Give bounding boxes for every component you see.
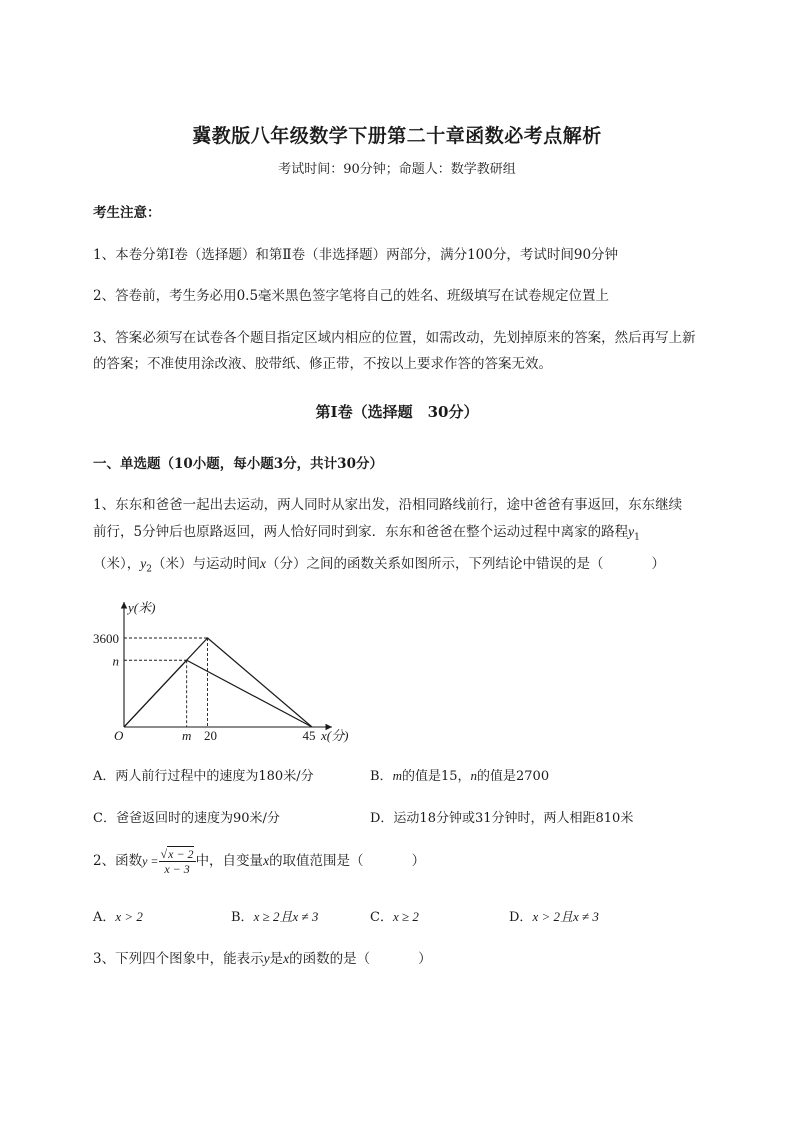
x-axis-label: x(分) <box>321 728 349 743</box>
q2-option-d[interactable]: D．x > 2且x ≠ 3 <box>509 909 599 925</box>
exam-subtitle: 考试时间：90分钟；命题人：数学教研组 <box>278 162 516 177</box>
page-title: 冀教版八年级数学下册第二十章函数必考点解析 <box>192 125 602 147</box>
q1-line-1: 1、东东和爸爸一起出去运动，两人同时从家出发，沿相同路线前行，途中爸爸有事返回，东东继续 <box>93 497 683 513</box>
q1-option-c[interactable]: C．爸爸返回时的速度为90米/分 <box>93 811 280 826</box>
q1-graph <box>93 594 370 746</box>
x-tick-m: m <box>181 728 192 743</box>
origin-label: O <box>114 728 124 743</box>
notice-item-3: 3、答案必须写在试卷各个题目指定区域内相应的位置，如需改动，先划掉原来的答案，然后再写上新 <box>93 330 696 346</box>
part-heading: 一、单选题（10小题，每小题3分，共计30分） <box>93 456 383 472</box>
q3-stem: 3、下列四个图象中，能表示y是x的函数的是（ ） <box>93 951 432 967</box>
notice-item-3-cont: 的答案；不准使用涂改液、胶带纸、修正带，不按以上要求作答的答案无效。 <box>93 356 552 372</box>
notice-heading: 考生注意： <box>93 205 161 221</box>
q2-option-a[interactable]: A．x > 2 <box>93 909 143 925</box>
y-tick-n: n <box>112 653 119 669</box>
q2-option-b[interactable]: B．x ≥ 2且x ≠ 3 <box>231 909 319 925</box>
var-y: y <box>628 524 635 539</box>
q1-option-a[interactable]: A．两人前行过程中的速度为180米/分 <box>93 769 314 784</box>
q1-line-2: 前行，5分钟后也原路返回，两人恰好同时到家．东东和爸爸在整个运动过程中离家的路程$y_1$ <box>93 524 640 543</box>
series-line-1 <box>124 638 312 727</box>
section-title: 第I卷（选择题 30分） <box>315 403 479 421</box>
y-tick-3600: 3600 <box>93 631 119 646</box>
q1-option-d[interactable]: D．运动18分钟或31分钟时，两人相距810米 <box>370 811 634 826</box>
notice-item-2: 2、答卷前，考生务必用0.5毫米黑色签字笔将自己的姓名、班级填写在试卷规定位置上 <box>93 288 610 304</box>
notice-item-1: 1、本卷分第I卷（选择题）和第Ⅱ卷（非选择题）两部分，满分100分，考试时间90分钟 <box>93 247 619 263</box>
q1-line-3: （米），$y_2$（米）与运动时间x（分）之间的函数关系如图所示，下列结论中错误的是（ ） <box>93 556 665 575</box>
q1-option-b[interactable]: B．m的值是15，n的值是2700 <box>370 768 550 784</box>
series-line-2 <box>124 660 312 727</box>
q2-option-c[interactable]: C．x ≥ 2 <box>370 909 419 925</box>
q2-fraction: $\frac{√x - 2}{x - 3}$ <box>160 847 194 876</box>
x-tick-45: 45 <box>302 728 316 743</box>
q2-stem: 2、函数y = $\frac{√x - 2}{x - 3}$ 中，自变量x的取值范围是（ ） <box>93 847 426 876</box>
y-axis-label: y(米) <box>128 600 156 615</box>
x-tick-20: 20 <box>204 728 218 743</box>
